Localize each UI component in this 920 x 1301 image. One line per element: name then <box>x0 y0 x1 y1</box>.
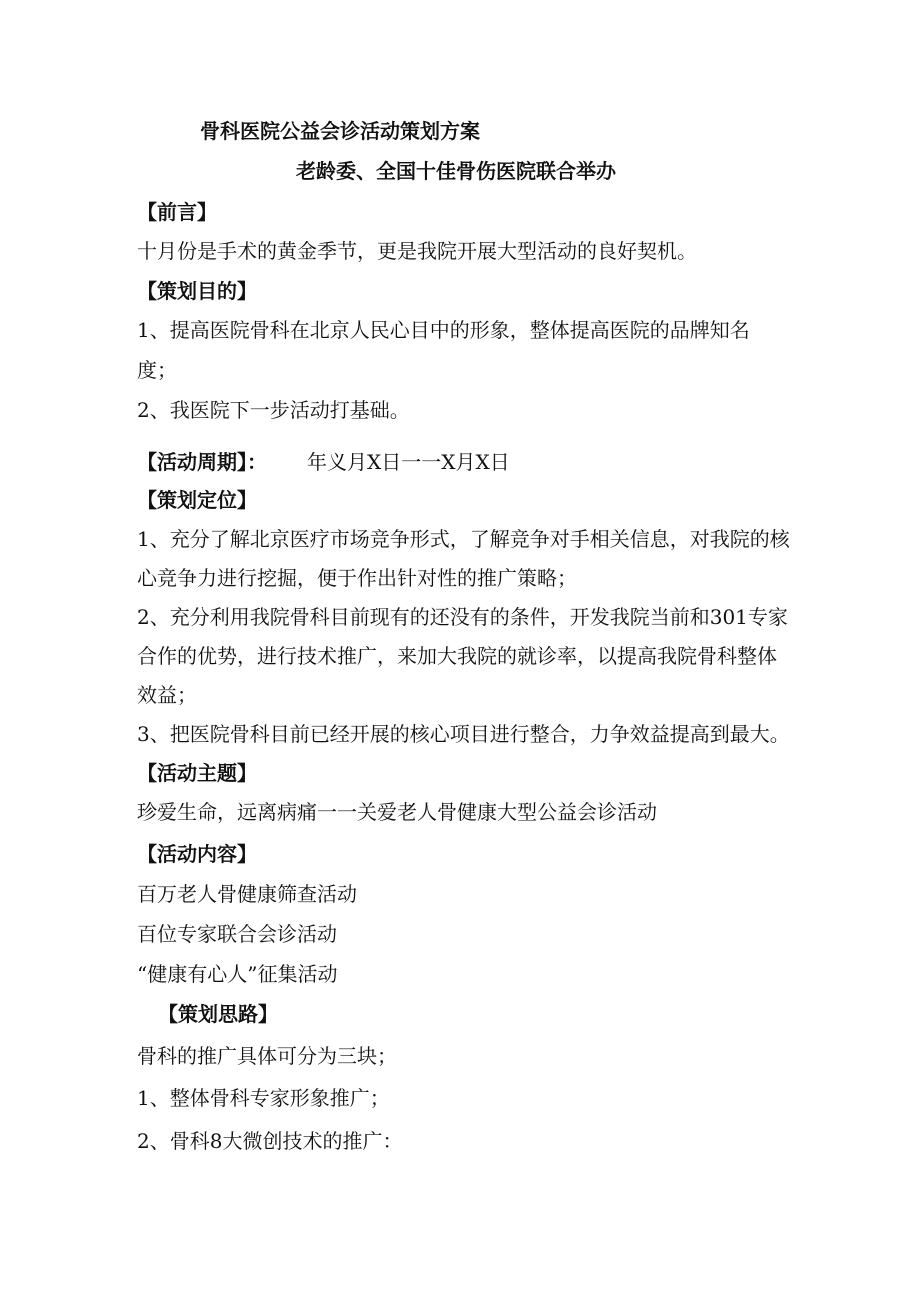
purpose-heading: 【策划目的】 <box>137 279 257 303</box>
positioning-item-2-line-1: 2、充分利用我院骨科目前现有的还没有的条件，开发我院当前和301专家 <box>137 605 788 629</box>
purpose-item-1-line-2: 度； <box>137 358 177 382</box>
thinking-item-2: 2、骨科8大微创技术的推广： <box>137 1129 403 1153</box>
theme-heading: 【活动主题】 <box>137 761 257 785</box>
positioning-item-3: 3、把医院骨科目前已经开展的核心项目进行整合，力争效益提高到最大。 <box>137 722 790 746</box>
content-item-2: 百位专家联合会诊活动 <box>137 922 337 946</box>
content-item-3: “健康有心人”征集活动 <box>137 962 338 986</box>
positioning-item-1-line-1: 1、充分了解北京医疗市场竞争形式，了解竞争对手相关信息，对我院的核 <box>137 527 790 551</box>
positioning-item-1-line-2: 心竞争力进行挖掘，便于作出针对性的推广策略； <box>137 566 577 590</box>
theme-text: 珍爱生命，远离病痛一一关爱老人骨健康大型公益会诊活动 <box>137 800 657 824</box>
purpose-item-2: 2、我医院下一步活动打基础。 <box>137 398 410 422</box>
preface-heading: 【前言】 <box>137 200 217 224</box>
period-heading: 【活动周期】： <box>137 450 267 474</box>
preface-text: 十月份是手术的黄金季节，更是我院开展大型活动的良好契机。 <box>137 239 697 263</box>
document-subtitle: 老龄委、全国十佳骨伤医院联合举办 <box>296 159 616 183</box>
period-row <box>137 449 510 475</box>
document-title: 骨科医院公益会诊活动策划方案 <box>200 119 480 143</box>
positioning-item-2-line-2: 合作的优势，进行技术推广，来加大我院的就诊率，以提高我院骨科整体 <box>137 644 777 668</box>
content-item-1: 百万老人骨健康筛查活动 <box>137 882 357 906</box>
purpose-item-1-line-1: 1、提高医院骨科在北京人民心目中的形象，整体提高医院的品牌知名 <box>137 318 750 342</box>
content-heading: 【活动内容】 <box>137 842 257 866</box>
thinking-heading: 【策划思路】 <box>158 1002 278 1026</box>
period-value: 年义月X日一一X月X日 <box>307 450 510 474</box>
thinking-intro: 骨科的推广具体可分为三块； <box>137 1044 397 1068</box>
thinking-item-1: 1、整体骨科专家形象推广； <box>137 1086 390 1110</box>
positioning-heading: 【策划定位】 <box>137 488 257 512</box>
positioning-item-2-line-3: 效益； <box>137 683 197 707</box>
